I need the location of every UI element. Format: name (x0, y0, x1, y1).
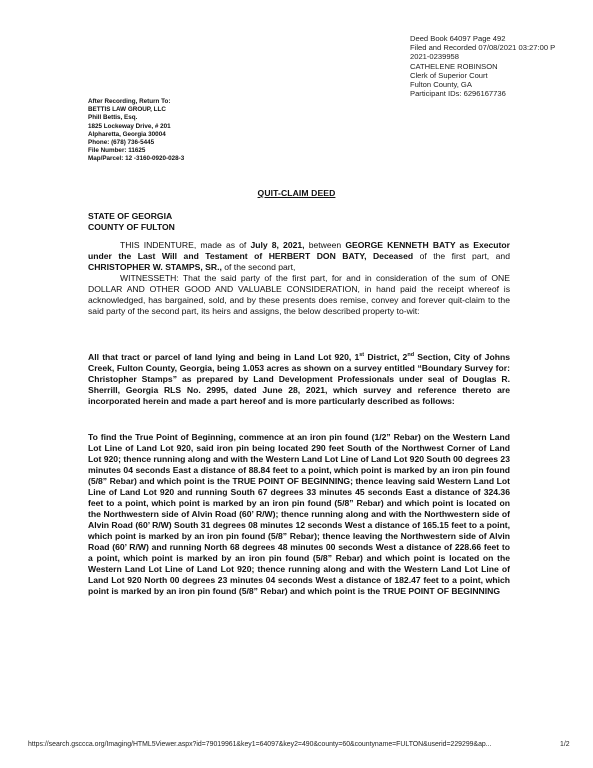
indenture-date: July 8, 2021, (250, 240, 305, 250)
property-text-b: District, 2 (364, 352, 408, 362)
legal-description-paragraph: To find the True Point of Beginning, commence at an iron pin found (1/2” Rebar) on the Western Land Lot Line of Land Lot 920, said iron pin being located 290 feet South of the Northwest Corner of Land Lot 920; thence running along and with the Western Land Lot Line of Land Lot 920 South 00 degrees 23 minutes 04 seconds East a distance of 88.84 feet to a point, which point is marked by an iron pin found (5/8” Rebar) and which point is the TRUE POINT OF BEGINNING; thence leaving said Western Land Lot Line of Land Lot 920 and running South 67 degrees 33 minutes 45 seconds East a distance of 324.36 feet to a point, which point is marked by an iron pin found (5/8” Rebar) and which point is located on the Northwestern side of Alvin Road (60’ R/W); thence running along and with the Northwestern side of Alvin Road (60’ R/W) South 31 degrees 08 minutes 12 seconds West a distance of 165.15 feet to a point, which point is marked by an iron pin found (5/8” Rebar); thence leaving the Northwestern side of Alvin Road (60’ R/W) and running North 68 degrees 48 minutes 00 seconds West a distance of 228.66 feet to a point, which point is marked by an iron pin found (5/8” Rebar) and which point is located on the Western Land Lot Line of Land Lot 920; thence running along and with the Western Land Lot Line of Land Lot 920 North 00 degrees 23 minutes 04 seconds West a distance of 182.47 feet to a point, which point is marked by an iron pin found (5/8” Rebar) and which point is the TRUE POINT OF BEGINNING (88, 432, 510, 596)
county-line: Fulton County, GA (410, 80, 472, 90)
return-address-block (88, 98, 184, 164)
instrument-number: 2021-0239958 (410, 52, 459, 62)
property-sup-1: st (359, 352, 365, 359)
property-text-c: Section, City of Johns Creek, Fulton County, Georgia, being 1.053 acres as shown on a survey entitled “Boundary Survey for: Christopher Stamps” as prepared by Land Development Professionals under seal of Douglas R. Sherrill, Georgia RLS No. 2995, dated June 28, 2021, which survey and reference thereto are incorporated herein and made a part hereof and is more particularly described as follows: (88, 352, 510, 406)
venue-block (88, 211, 175, 233)
indenture-text-3: of the first part, and (413, 251, 510, 261)
property-sup-2: nd (407, 352, 415, 359)
filed-recorded-line: Filed and Recorded 07/08/2021 03:27:00 P (410, 43, 556, 53)
clerk-title: Clerk of Superior Court (410, 70, 488, 80)
indenture-text-2: between (304, 240, 346, 250)
clerk-name: CATHELENE ROBINSON (410, 61, 498, 71)
street-address: 1825 Lockeway Drive, # 201 (88, 122, 171, 130)
indenture-text-4: of the second part, (221, 262, 296, 272)
attorney-name: Phill Bettis, Esq. (88, 114, 138, 122)
viewer-url: https://search.gsccca.org/Imaging/HTML5Viewer.aspx?id=79019961&key1=64097&key2=490&county=60&countyname=FULTON&userid=229299&ap... (28, 741, 492, 748)
deed-book-line: Deed Book 64097 Page 492 (410, 34, 506, 43)
indenture-paragraph (88, 240, 510, 273)
law-firm-name: BETTIS LAW GROUP, LLC (88, 106, 166, 114)
participant-ids: Participant IDs: 6296167736 (410, 89, 506, 99)
map-parcel: Map/Parcel: 12 -3160-0920-028-3 (88, 155, 185, 163)
deed-title: QUIT-CLAIM DEED (257, 188, 336, 198)
grantor-name: GEORGE KENNETH BATY as Executor under the Last Will and Testament of HERBERT DON BATY, Deceased (88, 240, 510, 261)
witnesseth-text: WITNESSETH: That the said party of the first part, for and in consideration of the sum of ONE DOLLAR AND OTHER GOOD AND VALUABLE CONSIDERATION, in hand paid the receipt whereof is acknowledged, has bargained, sold, and by these presents does remise, convey and forever quit-claim to the said party of the second part, its heirs and assigns, the below described property to-wit: (88, 273, 510, 316)
file-number: File Number: 11625 (88, 147, 146, 155)
witnesseth-paragraph (88, 273, 510, 317)
page-number: 1/2 (560, 741, 570, 748)
indenture-text-1: THIS INDENTURE, made as of (120, 240, 251, 250)
property-paragraph (88, 352, 510, 407)
city-state-zip: Alpharetta, Georgia 30004 (88, 130, 166, 138)
county-heading: COUNTY OF FULTON (88, 222, 175, 232)
state-heading: STATE OF GEORGIA (88, 211, 173, 221)
grantee-name: CHRISTOPHER W. STAMPS, SR., (88, 262, 222, 272)
property-text-a: All that tract or parcel of land lying and being in Land Lot 920, 1 (88, 352, 360, 362)
phone-number: Phone: (678) 736-5445 (88, 139, 155, 147)
recording-stamp (410, 34, 555, 98)
return-to-label: After Recording, Return To: (88, 98, 171, 105)
